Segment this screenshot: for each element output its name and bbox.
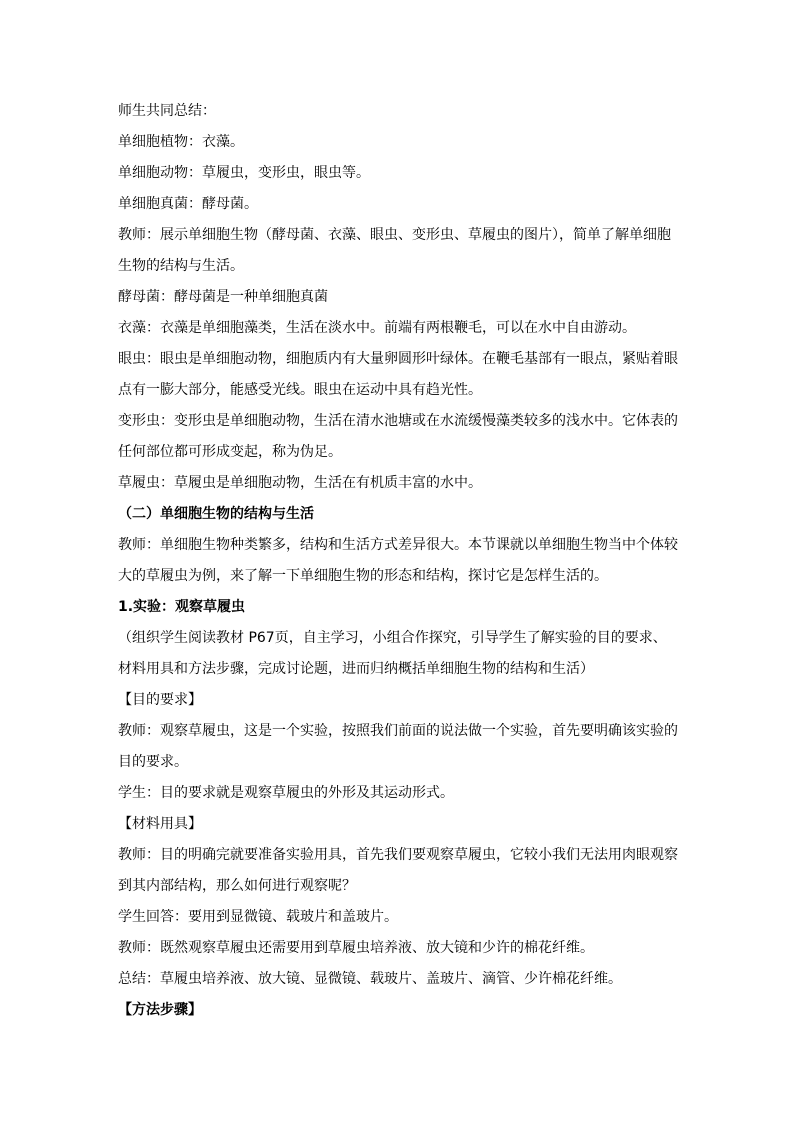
- paragraph-summary-materials: 总结：草履虫培养液、放大镜、显微镜、载玻片、盖玻片、滴管、少许棉花纤维。: [118, 971, 622, 987]
- paragraph-teacher-show-images: 教师：展示单细胞生物（酵母菌、衣藻、眼虫、变形虫、草履虫的图片），简单了解单细胞生物的结构与生活。: [118, 227, 671, 274]
- paragraph-organize-reading: （组织学生阅读教材 P67页，自主学习，小组合作探究，引导学生了解实验的目的要求、材料用具和方法步骤，完成讨论题，进而归纳概括单细胞生物的结构和生活）: [118, 630, 667, 677]
- paragraph-teacher-materials: 教师：目的明确完就要准备实验用具，首先我们要观察草履虫，它较小我们无法用肉眼观察到其内部结构，那么如何进行观察呢？: [118, 847, 678, 894]
- section-heading-experiment: 1.实验：观察草履虫: [118, 599, 246, 615]
- paragraph-paramecium: 草履虫：草履虫是单细胞动物，生活在有机质丰富的水中。: [118, 475, 482, 491]
- paragraph-chlamydomonas: 衣藻：衣藻是单细胞藻类，生活在淡水中。前端有两根鞭毛，可以在水中自由游动。: [118, 320, 636, 336]
- paragraph-teacher-intro: 教师：单细胞生物种类繁多，结构和生活方式差异很大。本节课就以单细胞生物当中个体较大的草履虫为例，来了解一下单细胞生物的形态和结构，探讨它是怎样生活的。: [118, 537, 678, 584]
- heading-materials: 【材料用具】: [118, 816, 202, 832]
- heading-method-steps: 【方法步骤】: [118, 1002, 202, 1018]
- paragraph-student-purpose: 学生：目的要求就是观察草履虫的外形及其运动形式。: [118, 785, 454, 801]
- paragraph-student-answer: 学生回答：要用到显微镜、载玻片和盖玻片。: [118, 909, 398, 925]
- paragraph-unicellular-fungus: 单细胞真菌：酵母菌。: [118, 196, 258, 212]
- paragraph-euglena: 眼虫：眼虫是单细胞动物，细胞质内有大量卵圆形叶绿体。在鞭毛基部有一眼点，紧贴着眼点有一膨大部分，能感受光线。眼虫在运动中具有趋光性。: [118, 351, 678, 398]
- document-page: [118, 96, 680, 1026]
- paragraph-unicellular-animal: 单细胞动物：草履虫，变形虫，眼虫等。: [118, 165, 370, 181]
- heading-purpose: 【目的要求】: [118, 692, 202, 708]
- paragraph-unicellular-plant: 单细胞植物：衣藻。: [118, 134, 244, 150]
- paragraph-teacher-culture: 教师：既然观察草履虫还需要用到草履虫培养液、放大镜和少许的棉花纤维。: [118, 940, 594, 956]
- paragraph-teacher-purpose: 教师：观察草履虫，这是一个实验，按照我们前面的说法做一个实验，首先要明确该实验的目的要求。: [118, 723, 678, 770]
- section-heading-structure-life: （二）单细胞生物的结构与生活: [118, 506, 314, 522]
- paragraph-yeast: 酵母菌：酵母菌是一种单细胞真菌: [118, 289, 328, 305]
- paragraph-amoeba: 变形虫：变形虫是单细胞动物，生活在清水池塘或在水流缓慢藻类较多的浅水中。它体表的任何部位都可形成变起，称为伪足。: [118, 413, 678, 460]
- summary-heading: 师生共同总结：: [118, 103, 216, 119]
